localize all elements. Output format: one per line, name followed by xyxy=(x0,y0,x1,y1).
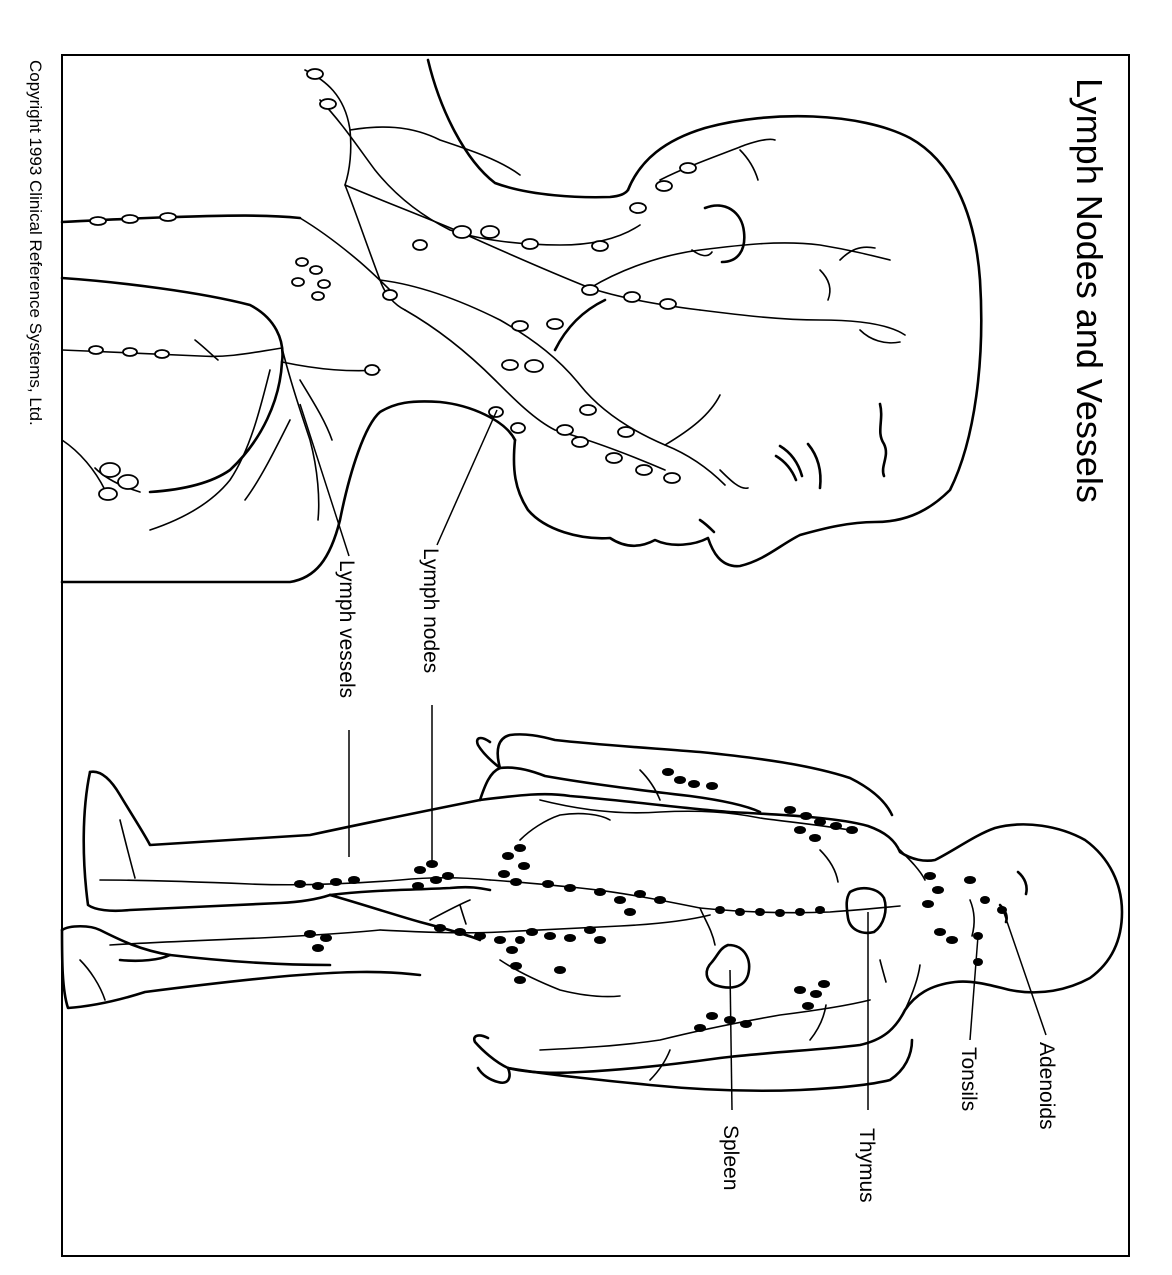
label-lymph-nodes: Lymph nodes xyxy=(419,548,442,674)
body-lymph-nodes xyxy=(294,768,1007,1032)
diagram-title: Lymph Nodes and Vessels xyxy=(1069,78,1110,503)
body-outline xyxy=(90,772,1122,1073)
head-neck-illustration xyxy=(62,60,981,582)
head-lymph-nodes xyxy=(89,69,696,500)
copyright-notice: Copyright 1993 Clinical Reference Systems, Ltd. xyxy=(26,60,45,426)
label-lymph-vessels: Lymph vessels xyxy=(335,560,358,699)
label-tonsils: Tonsils xyxy=(957,1047,980,1112)
spleen-shape xyxy=(707,945,749,988)
label-adenoids: Adenoids xyxy=(1035,1042,1058,1130)
label-thymus: Thymus xyxy=(855,1128,878,1203)
head-outline xyxy=(514,116,981,566)
label-spleen: Spleen xyxy=(719,1125,742,1191)
callout-leaders xyxy=(300,404,1046,1110)
full-body-illustration xyxy=(62,734,1122,1090)
neck-shoulder-outline xyxy=(428,60,628,197)
